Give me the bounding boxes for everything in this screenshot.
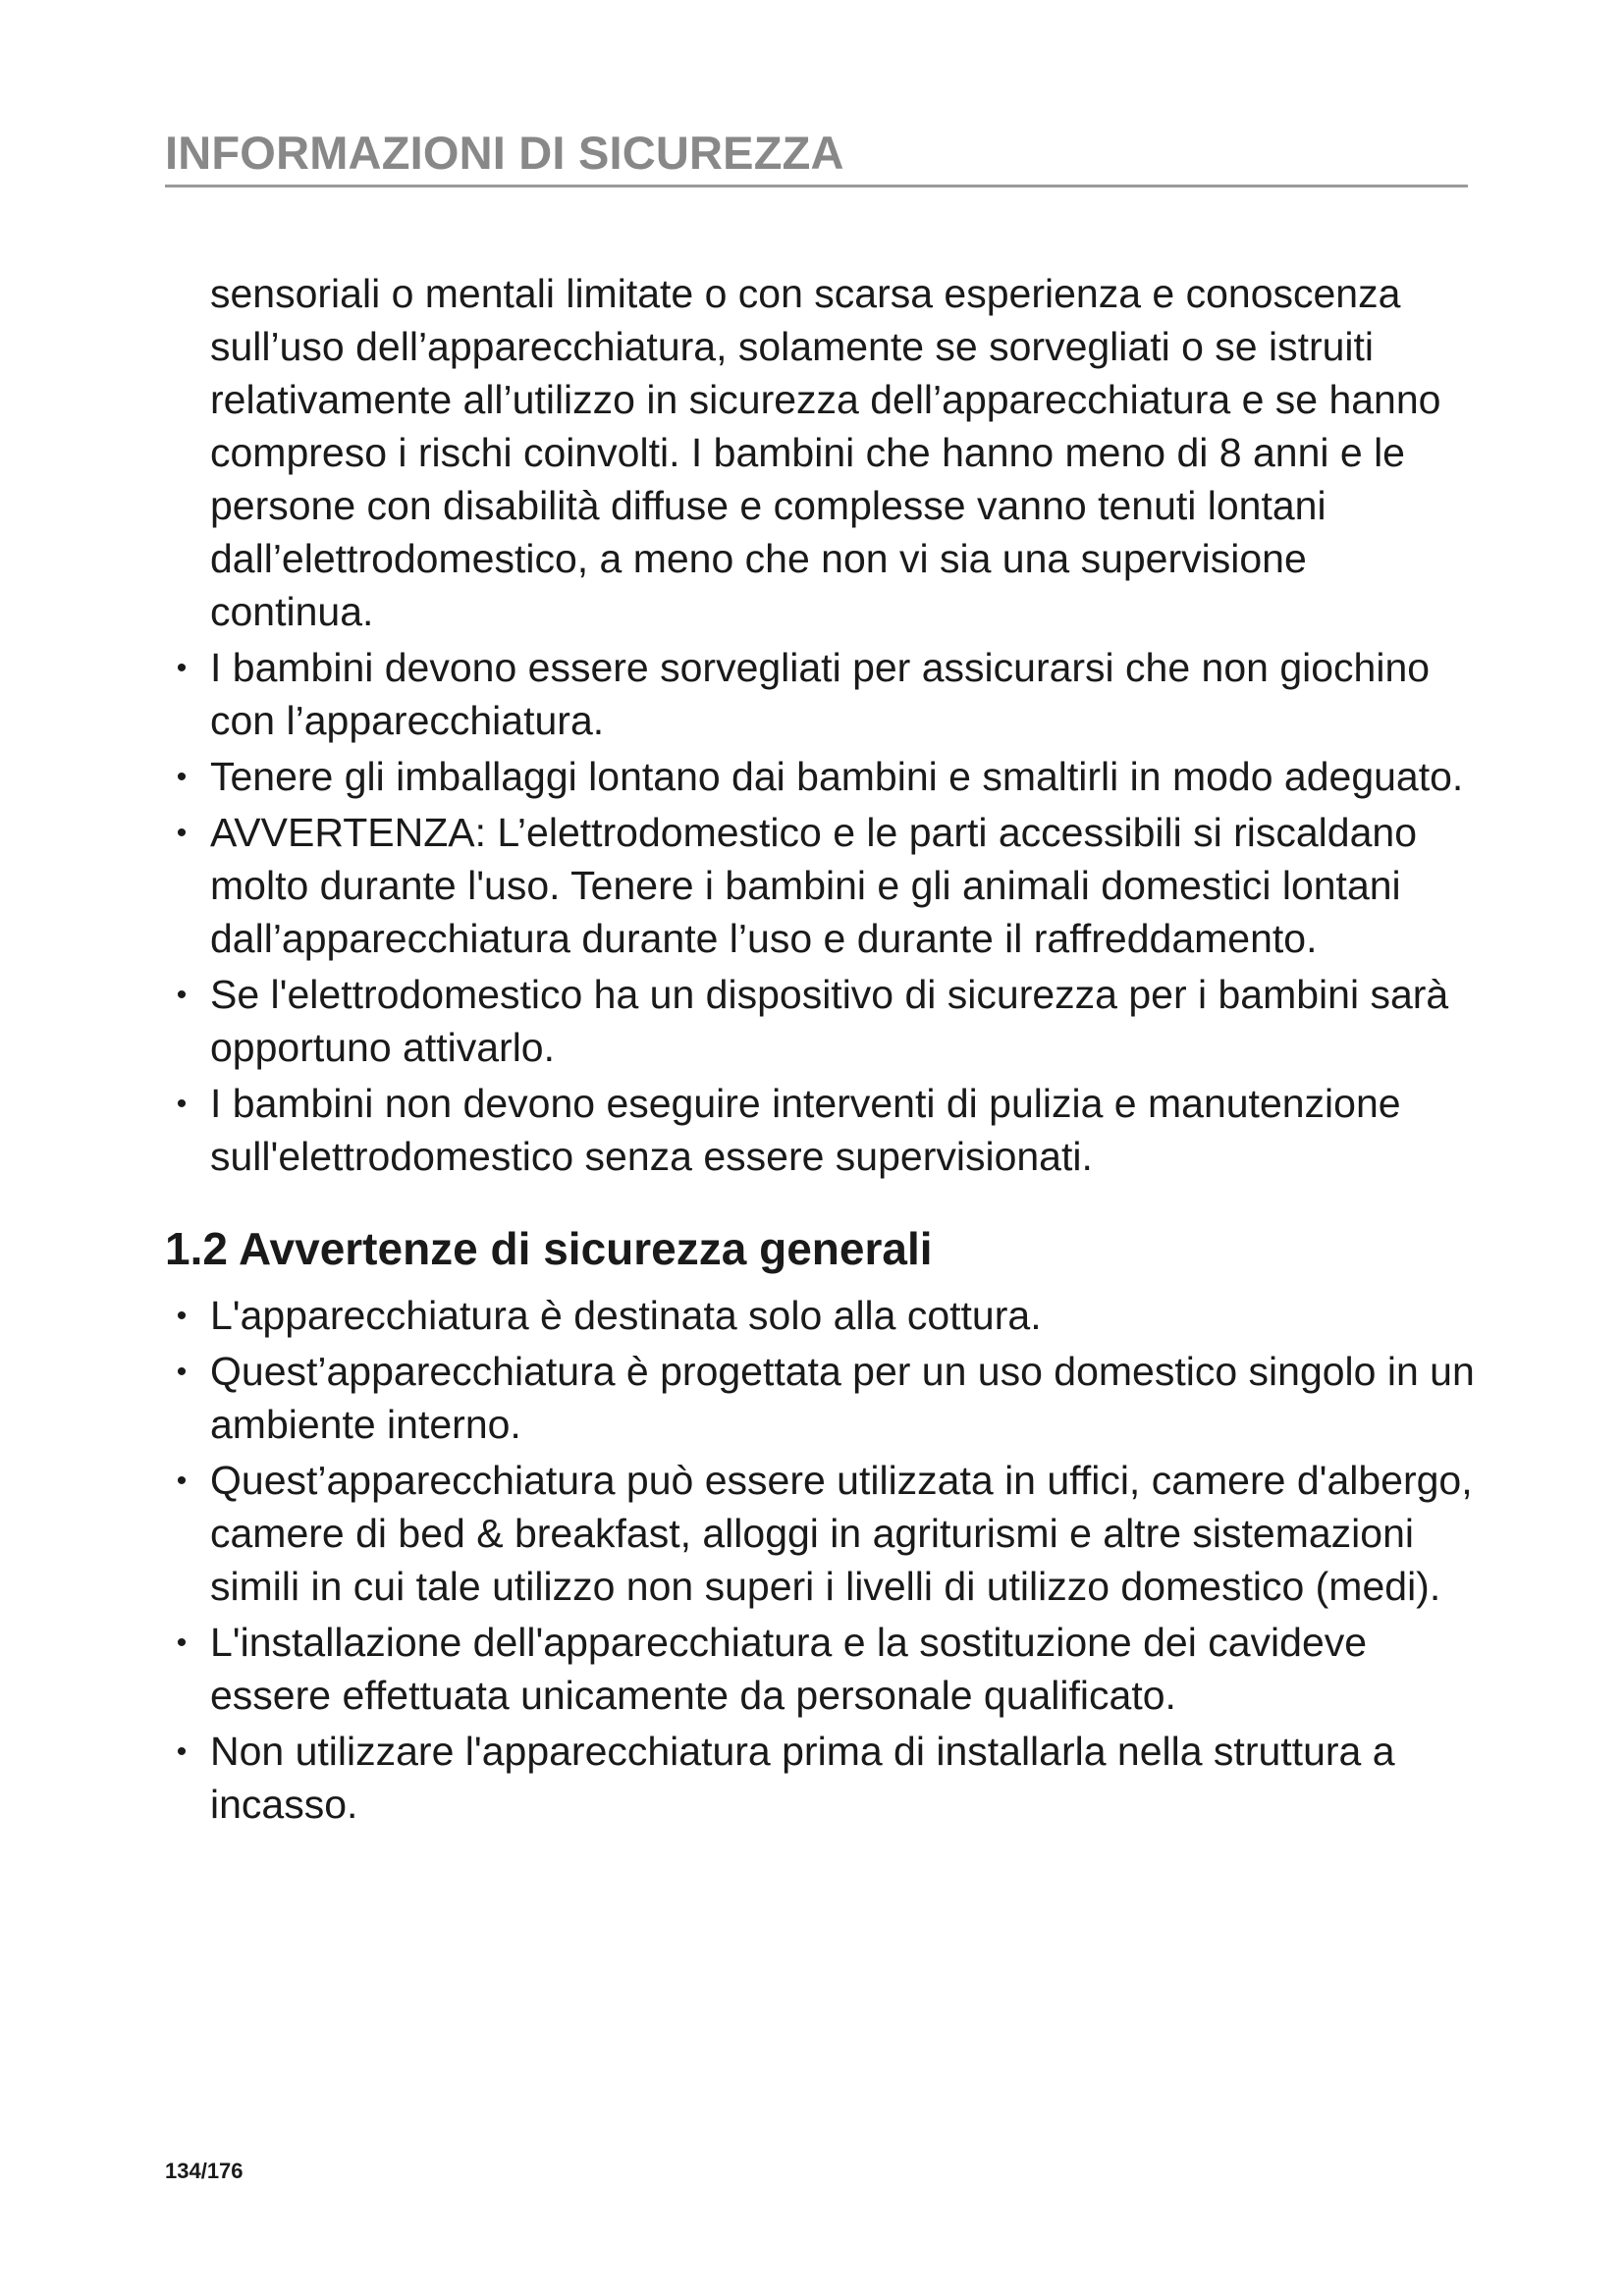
bullet-icon: • (176, 1735, 188, 1768)
bullet-icon: • (176, 817, 188, 849)
list-item-text: Non utilizzare l'apparecchiatura prima di installarla nella struttura a incasso. (210, 1729, 1395, 1827)
page-content (165, 267, 1481, 1831)
list-item-text: AVVERTENZA: L’elettrodomestico e le parti accessibili si riscaldano molto durante l'uso. Tenere i bambini e gli animali domestici lontani dall’apparecchiatura durante l’uso e durante il raffreddamento. (210, 810, 1417, 961)
page-header (165, 126, 1468, 187)
bullet-icon: • (176, 1627, 188, 1659)
list-item (165, 1454, 1481, 1613)
list-item-text: I bambini devono essere sorvegliati per assicurarsi che non giochino con l’apparecchiatura. (210, 645, 1431, 743)
list-item (165, 968, 1481, 1074)
bullet-list-general (165, 1289, 1481, 1831)
list-item (165, 1077, 1481, 1183)
list-item (165, 1725, 1481, 1831)
list-item (165, 641, 1481, 747)
list-item (165, 1616, 1481, 1722)
list-item-text: L'apparecchiatura è destinata solo alla cottura. (210, 1293, 1042, 1338)
list-item-text: Quest’apparecchiatura è progettata per un uso domestico singolo in un ambiente interno. (210, 1349, 1475, 1447)
list-item (165, 750, 1481, 803)
list-item-text: Se l'elettrodomestico ha un dispositivo di sicurezza per i bambini sarà opportuno attivarlo. (210, 972, 1449, 1070)
bullet-icon: • (176, 652, 188, 684)
list-item-text: Tenere gli imballaggi lontano dai bambini e smaltirli in modo adeguato. (210, 754, 1464, 799)
header-title: INFORMAZIONI DI SICUREZZA (165, 127, 844, 179)
list-item-text: L'installazione dell'apparecchiatura e la sostituzione dei cavideve essere effettuata unicamente da personale qualificato. (210, 1620, 1368, 1718)
bullet-icon: • (176, 1088, 188, 1120)
list-item-text: I bambini non devono eseguire interventi di pulizia e manutenzione sull'elettrodomestico senza essere supervisionati. (210, 1081, 1401, 1179)
bullet-icon: • (176, 1300, 188, 1332)
list-item-text: Quest’apparecchiatura può essere utilizzata in uffici, camere d'albergo, camere di bed & breakfast, alloggi in agriturismi e altre sistemazioni simili in cui tale utilizzo non superi i livelli di utilizzo domestico (medi). (210, 1458, 1473, 1609)
list-item (165, 1345, 1481, 1451)
bullet-icon: • (176, 761, 188, 793)
bullet-icon: • (176, 1356, 188, 1388)
continuation-paragraph: sensoriali o mentali limitate o con scarsa esperienza e conoscenza sull’uso dell’apparecchiatura, solamente se sorvegliati o se istruiti relativamente all’utilizzo in sicurezza dell’apparecchiatura e se hanno compreso i rischi coinvolti. I bambini che hanno meno di 8 anni e le persone con disabilità diffuse e complesse vanno tenuti lontani dall’elettrodomestico, a meno che non vi sia una supervisione continua. (210, 271, 1441, 634)
list-item (165, 806, 1481, 965)
list-item (165, 1289, 1481, 1342)
bullet-icon: • (176, 979, 188, 1011)
bullet-list-children (165, 641, 1481, 1183)
page-number: 134/176 (165, 2159, 244, 2183)
bullet-icon: • (176, 1465, 188, 1497)
section-title: 1.2 Avvertenze di sicurezza generali (165, 1223, 933, 1274)
